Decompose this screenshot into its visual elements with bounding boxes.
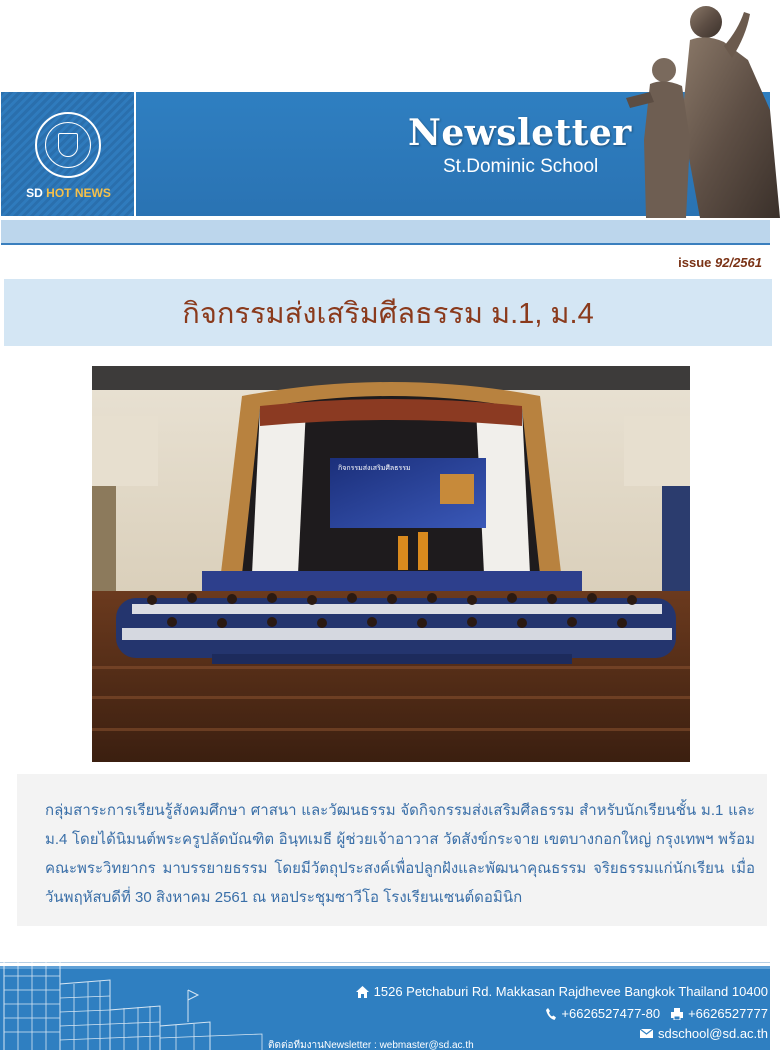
article-title: กิจกรรมส่งเสริมศีลธรรม ม.1, ม.4	[182, 297, 594, 330]
header-sub-band	[1, 220, 770, 245]
article-photo	[92, 366, 690, 762]
article-body-box	[17, 774, 767, 926]
newsletter-title: Newsletter	[408, 112, 632, 154]
statue-image	[620, 0, 784, 218]
hot-news-label: SD HOT NEWS	[26, 186, 111, 200]
footer-email: sdschool@sd.ac.th	[657, 1026, 768, 1041]
footer-email-row	[640, 1026, 768, 1041]
footer-address-row	[356, 984, 768, 999]
school-name: St.Dominic School	[443, 156, 599, 177]
footer-phone: +6626527477-80	[561, 1006, 661, 1021]
footer-fax: +6626527777	[688, 1006, 768, 1021]
article-title-bar	[4, 279, 772, 346]
footer-address: 1526 Petchaburi Rd. Makkasan Rajdhevee Bangkok Thailand 10400	[373, 984, 768, 999]
school-seal-logo	[35, 112, 101, 178]
phone-icon	[546, 1008, 556, 1020]
footer-phone-row	[546, 1006, 768, 1021]
issue-number: issue 92/2561	[678, 255, 762, 270]
fax-icon	[671, 1008, 683, 1020]
mail-icon	[640, 1029, 653, 1038]
logo-box	[1, 92, 136, 216]
home-icon	[356, 986, 369, 998]
photo-screen-text: กิจกรรมส่งเสริมศีลธรรม	[338, 464, 411, 472]
article-body: กลุ่มสาระการเรียนรู้สังคมศึกษา ศาสนา และวัฒนธรรม จัดกิจกรรมส่งเสริมศีลธรรม สำหรับนักเรียนชั้น ม.1 และ ม.4 โดยได้นิมนต์พระครูปลัดบัณฑิต อินฺทเมธี ผู้ช่วยเจ้าอาวาส วัดสังข์กระจาย เขตบางกอกใหญ่ กรุงเทพฯ พร้อมคณะพระวิทยากร มาบรรยายธรรม โดยมีวัตถุประสงค์เพื่อปลูกฝังและพัฒนาคุณธรรม จริยธรรมแก่นักเรียน เมื่อวันพฤหัสบดีที่ 30 สิงหาคม 2561 ณ หอประชุมซาวีโอ โรงเรียนเซนต์ดอมินิก	[45, 802, 755, 906]
footer-contact-note: ติดต่อทีมงานNewsletter : webmaster@sd.ac.th	[268, 1040, 474, 1051]
school-buildings-illustration	[0, 940, 270, 1052]
